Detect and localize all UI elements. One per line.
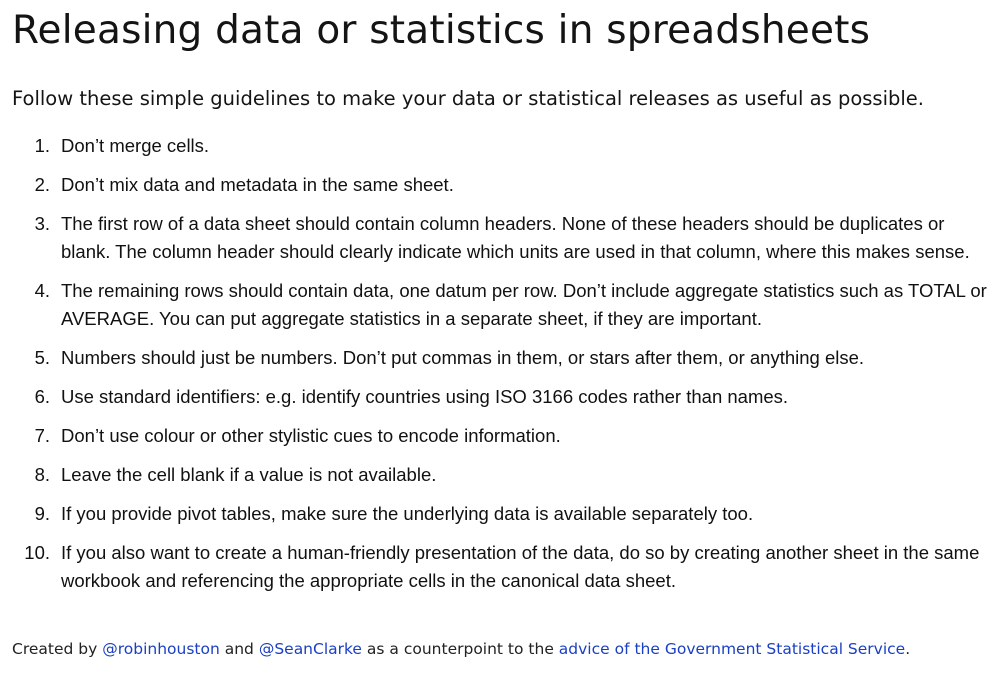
list-item [12,171,989,199]
list-item-text: Leave the cell blank if a value is not available. [61,464,437,485]
list-item [12,344,989,372]
list-item-text: Don’t use colour or other stylistic cues to encode information. [61,425,561,446]
list-item [12,539,989,595]
list-item-text: Use standard identifiers: e.g. identify countries using ISO 3166 codes rather than names. [61,386,789,407]
author-link-robinhouston[interactable]: @robinhouston [102,640,220,658]
list-item-number: 10. [24,542,50,563]
list-item-text: The remaining rows should contain data, one datum per row. Don’t include aggregate statistics such as TOTAL or AVERAGE. You can put aggregate statistics in a separate sheet, if they are important. [61,280,987,329]
footer-and: and [219,640,259,658]
list-item-number: 1. [34,135,50,156]
list-item [12,461,989,489]
page [12,0,992,606]
footer-prefix: Created by [12,640,103,658]
footer-suffix: . [905,640,911,658]
list-item-number: 4. [34,280,50,301]
list-item-number: 7. [34,425,50,446]
intro-text: Follow these simple guidelines to make your data or statistical releases as useful as possible. [12,87,924,110]
gss-advice-link[interactable]: advice of the Government Statistical Service [558,640,906,658]
list-item-text: The first row of a data sheet should contain column headers. None of these headers should be duplicates or blank. The column header should clearly indicate which units are used in that column, where this makes sense. [61,213,970,262]
list-item [12,132,989,160]
page-title: Releasing data or statistics in spreadsheets [12,8,871,53]
list-item-text: Don’t mix data and metadata in the same sheet. [61,174,454,195]
list-item [12,422,989,450]
list-item-text: If you also want to create a human-friendly presentation of the data, do so by creating another sheet in the same workbook and referencing the appropriate cells in the canonical data sheet. [61,542,980,591]
list-item-number: 3. [34,213,50,234]
guidelines-list [12,132,992,595]
list-item-number: 2. [34,174,50,195]
list-item-text: If you provide pivot tables, make sure the underlying data is available separately too. [61,503,754,524]
list-item-number: 5. [34,347,50,368]
footer-middle: as a counterpoint to the [361,640,559,658]
list-item-number: 9. [34,503,50,524]
list-item [12,277,989,333]
list-item [12,500,989,528]
list-item-number: 6. [34,386,50,407]
list-item [12,210,989,266]
list-item-number: 8. [34,464,50,485]
list-item [12,383,989,411]
author-link-seanclarke[interactable]: @SeanClarke [258,640,362,658]
list-item-text: Numbers should just be numbers. Don’t put commas in them, or stars after them, or anything else. [61,347,865,368]
footer [12,637,910,661]
list-item-text: Don’t merge cells. [61,135,210,156]
